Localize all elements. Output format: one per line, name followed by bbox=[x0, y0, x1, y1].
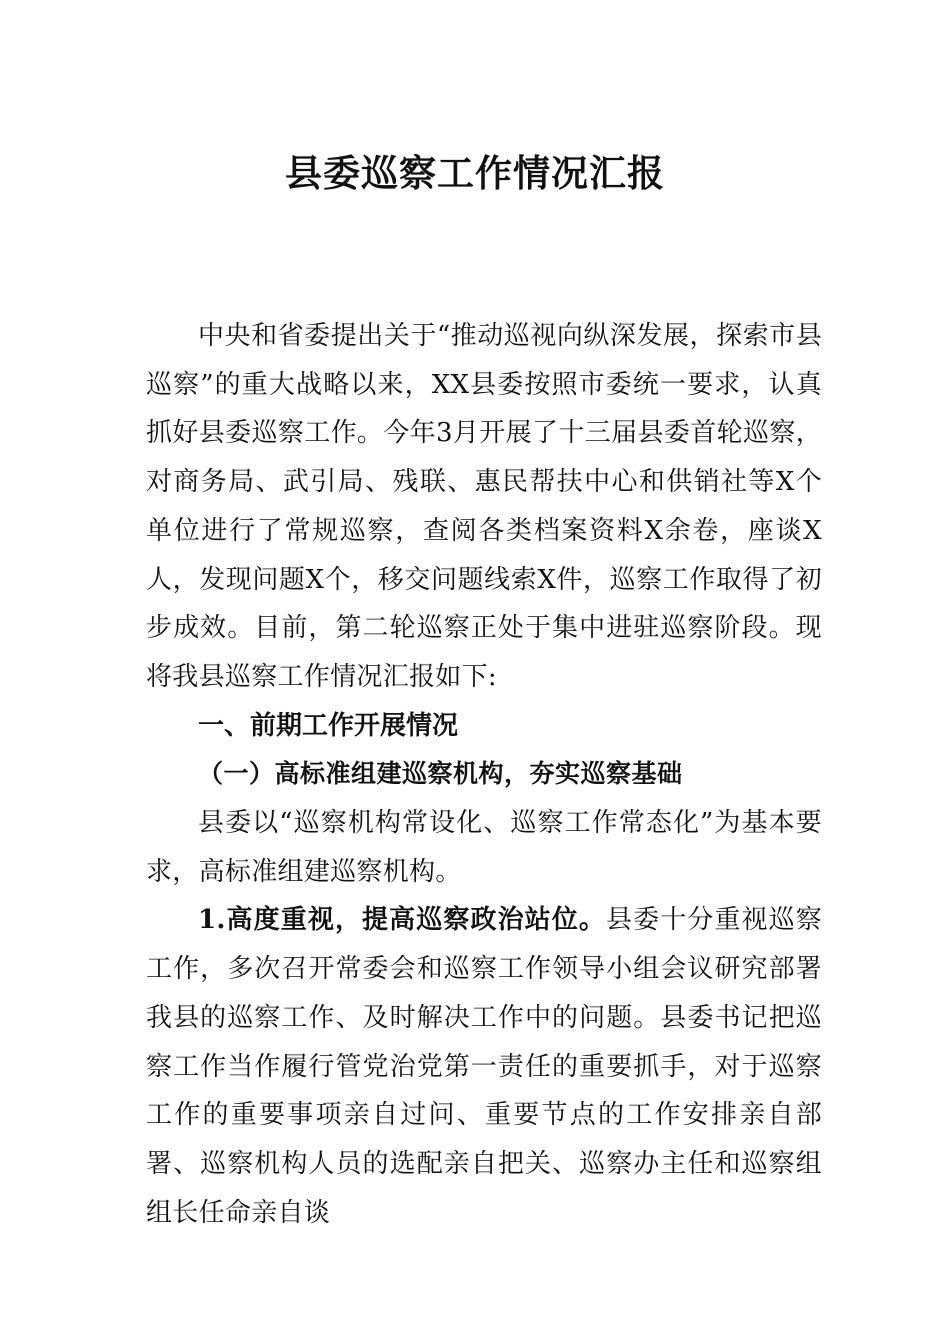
subsection-heading: （一）高标准组建巡察机构，夯实巡察基础 bbox=[198, 759, 683, 789]
document-body bbox=[146, 312, 822, 1237]
subsection-paragraph: 县委以“巡察机构常设化、巡察工作常态化”为基本要求，高标准组建巡察机构。 bbox=[146, 808, 822, 887]
point-paragraph bbox=[146, 896, 822, 1237]
section-heading: 一、前期工作开展情况 bbox=[198, 710, 459, 741]
document-title: 县委巡察工作情况汇报 bbox=[285, 151, 665, 195]
point-text: 县委十分重视巡察工作，多次召开常委会和巡察工作领导小组会议研究部署我县的巡察工作、及时解决工作中的问题。县委书记把巡察工作当作履行管党治党第一责任的重要抓手，对于巡察工作的重要事项亲自过问、重要节点的工作安排亲自部署、巡察机构人员的选配亲自把关、巡察办主任和巡察组组长任命亲自谈 bbox=[146, 905, 822, 1228]
intro-paragraph: 中央和省委提出关于“推动巡视向纵深发展，探索市县巡察”的重大战略以来，XX县委按照市委统一要求，认真抓好县委巡察工作。今年3月开展了十三届县委首轮巡察，对商务局、武引局、残联、惠民帮扶中心和供销社等X个单位进行了常规巡察，查阅各类档案资料X余卷，座谈X人，发现问题X个，移交问题线索X件，巡察工作取得了初步成效。目前，第二轮巡察正处于集中进驻巡察阶段。现将我县巡察工作情况汇报如下: bbox=[146, 321, 822, 692]
point-lead: 1.高度重视，提高巡察政治站位。 bbox=[198, 905, 606, 936]
